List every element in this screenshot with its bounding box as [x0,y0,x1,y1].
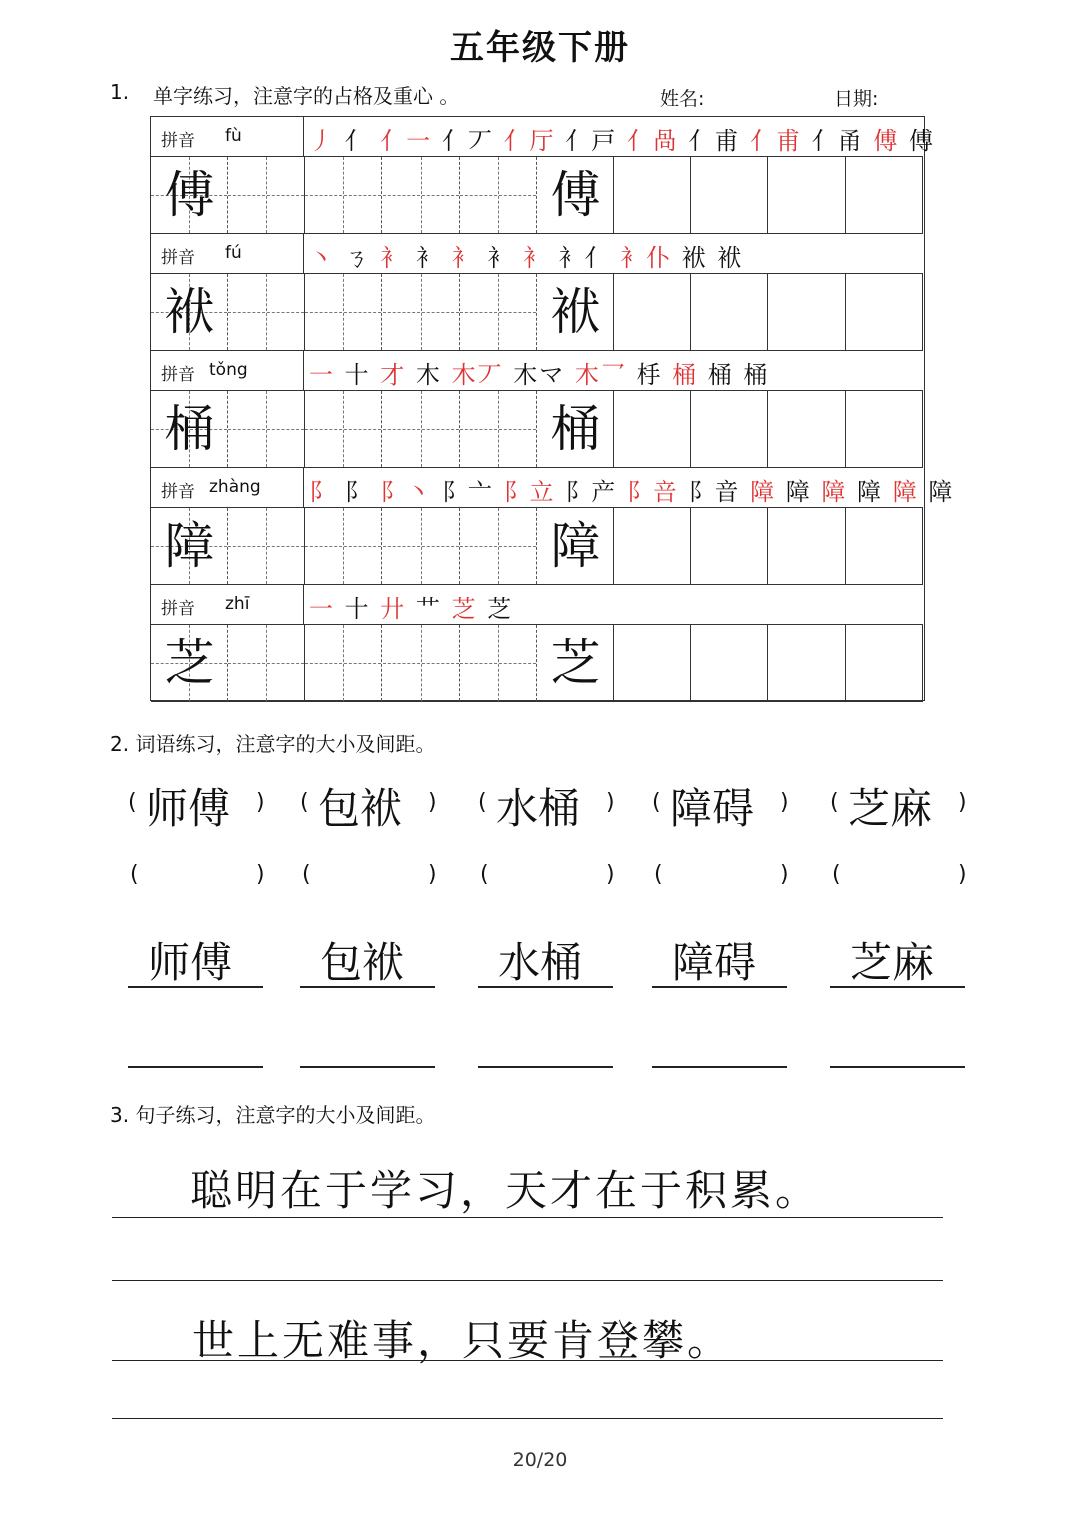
stroke-step: 木 [415,361,442,389]
stroke-step: 亻 [344,127,371,155]
stroke-step: 阝产 [565,478,618,506]
practice-cell [151,625,228,701]
paren-close: ) [256,790,265,815]
paren-close: ) [428,862,437,887]
blank-underline [300,1066,435,1068]
practice-cell [846,157,923,233]
practice-cell [383,157,460,233]
pinyin-row [151,351,923,391]
guide-line [498,157,499,233]
stroke-order [309,589,513,624]
practice-cell [769,157,846,233]
sentence-1: 聪明在于学习，天才在于积累。 [190,1166,821,1215]
practice-grid [150,116,955,701]
stroke-step: 桶 [707,361,734,389]
stroke-step: 十 [344,595,371,623]
model-character: 障 [164,517,215,575]
word-in-parens: 芝麻 [848,784,933,833]
word-on-line: 芝麻 [850,938,935,987]
word-in-parens: 障碍 [670,784,755,833]
char-practice-row [151,391,923,468]
word-on-line: 师傅 [148,938,233,987]
stroke-step: 阝咅 [626,478,679,506]
stroke-step: 芝 [487,595,514,623]
practice-cell [305,391,382,467]
stroke-step: 才 [380,361,407,389]
guide-line [266,391,267,467]
paren-open: ( [300,790,309,815]
stroke-step: 阝音 [688,478,741,506]
stroke-step: 木丆 [451,361,504,389]
stroke-step: 傅 [909,127,936,155]
practice-cell [846,274,923,350]
divider [303,351,304,391]
stroke-step: 芝 [451,595,478,623]
practice-cell [460,274,537,350]
guide-line [266,274,267,350]
stroke-step: 阝丶 [380,478,433,506]
practice-cell [305,157,382,233]
practice-cell [228,157,305,233]
pinyin-label: 拼音 [161,248,195,268]
practice-cell [846,508,923,584]
copy-character: 袱 [550,283,601,341]
stroke-step: 傅 [873,127,900,155]
date-label: 日期: [834,88,879,110]
section1-number: 1. [110,80,130,104]
stroke-step: 阝亠 [441,478,494,506]
practice-cell [383,625,460,701]
page-number: 20/20 [512,1449,568,1471]
paren-open: ( [652,790,661,815]
name-label: 姓名: [660,88,705,110]
model-character: 芝 [164,634,215,692]
stroke-step: 桶 [672,361,699,389]
stroke-step: 一 [309,361,335,389]
guide-line [266,508,267,584]
practice-cell [691,274,768,350]
guide-line [498,391,499,467]
copy-character: 芝 [550,634,601,692]
pinyin-value: fú [225,243,242,263]
stroke-step: 阝 [309,478,335,506]
blank-underline [478,1066,613,1068]
word-on-line: 水桶 [498,938,583,987]
practice-cell [537,508,614,584]
guide-line [421,274,422,350]
guide-line [498,274,499,350]
practice-cell [151,391,228,467]
section2-instruction: 2. 词语练习，注意字的大小及间距。 [110,732,436,756]
practice-cell [460,625,537,701]
blank-underline [128,1066,263,1068]
stroke-step: 袱 [717,244,744,272]
paren-open: ( [654,862,663,887]
section3-instruction: 3. 句子练习，注意字的大小及间距。 [110,1103,436,1127]
word-on-line: 障碍 [672,938,757,987]
practice-cell [769,391,846,467]
guide-line [421,391,422,467]
practice-cell [383,508,460,584]
practice-cell [614,157,691,233]
model-character: 傅 [164,166,215,224]
stroke-step: 亻戸 [565,127,618,155]
paren-close: ) [958,790,967,815]
practice-cell [151,157,228,233]
practice-cell [151,274,228,350]
stroke-step: 衤 [522,244,549,272]
word-underline [300,986,435,988]
word-in-parens: 师傅 [146,784,231,833]
char-practice-row [151,274,923,351]
stroke-step: 障 [750,478,777,506]
guide-line [421,157,422,233]
stroke-step: 障 [821,478,848,506]
pinyin-value: tǒng [209,360,248,380]
stroke-step: 障 [857,478,884,506]
stroke-step: 衤仆 [620,244,673,272]
paren-open: ( [480,862,489,887]
practice-cell [614,391,691,467]
paren-open: ( [128,790,137,815]
paren-close: ) [780,862,789,887]
practice-cell [151,508,228,584]
pinyin-label: 拼音 [161,599,195,619]
stroke-step: 衤 [451,244,478,272]
copy-character: 傅 [550,166,601,224]
stroke-order [309,121,935,156]
divider [303,117,304,157]
practice-cell [383,274,460,350]
practice-cell [769,625,846,701]
word-in-parens: 包袱 [318,784,403,833]
stroke-step: 廾 [380,595,407,623]
stroke-step: 衤亻 [558,244,611,272]
guide-line [343,625,344,701]
pinyin-label: 拼音 [161,365,195,385]
copy-character: 障 [550,517,601,575]
practice-cell [769,274,846,350]
practice-cell [691,508,768,584]
guide-line [266,157,267,233]
stroke-step: 衤 [415,244,442,272]
practice-cell [537,274,614,350]
practice-cell [537,391,614,467]
paren-close: ) [780,790,789,815]
paren-close: ) [606,862,615,887]
practice-cell [305,274,382,350]
practice-cell [460,508,537,584]
stroke-step: 亻甫 [688,127,741,155]
pinyin-label: 拼音 [161,482,195,502]
stroke-order [309,355,769,390]
practice-cell [537,625,614,701]
stroke-step: 艹 [415,595,442,623]
sentence-line [112,1280,943,1281]
practice-cell [846,391,923,467]
divider [303,585,304,625]
paren-open: ( [832,862,841,887]
paren-close: ) [256,862,265,887]
stroke-step: 亻甫 [750,127,803,155]
divider [303,234,304,274]
stroke-step: 衤 [380,244,407,272]
paren-open: ( [478,790,487,815]
stroke-step: 十 [344,361,371,389]
pinyin-value: fù [225,126,242,146]
char-practice-row [151,625,923,702]
practice-cell [614,274,691,350]
stroke-step: 桶 [743,361,770,389]
stroke-step: 亻厅 [503,127,556,155]
stroke-step: 丿 [309,127,335,155]
model-character: 桶 [164,400,215,458]
word-underline [830,986,965,988]
pinyin-value: zhàng [209,477,261,497]
practice-cell [691,391,768,467]
practice-cell [614,625,691,701]
stroke-step: 亻丆 [441,127,494,155]
pinyin-row [151,468,955,508]
blank-underline [830,1066,965,1068]
divider [303,468,304,508]
guide-line [498,625,499,701]
pinyin-label: 拼音 [161,131,195,151]
blank-underline [652,1066,787,1068]
stroke-step: ㄋ [344,244,371,272]
practice-cell [691,625,768,701]
paren-open: ( [130,862,139,887]
stroke-step: 袱 [681,244,708,272]
char-practice-row [151,157,923,234]
word-underline [478,986,613,988]
word-underline [128,986,263,988]
practice-cell [228,274,305,350]
practice-cell [691,157,768,233]
stroke-step: 一 [309,595,335,623]
guide-line [421,508,422,584]
paren-open: ( [830,790,839,815]
stroke-step: 阝立 [503,478,556,506]
practice-cell [769,508,846,584]
pinyin-row [151,585,923,625]
practice-cell [460,391,537,467]
stroke-order [309,472,954,507]
stroke-step: 亻一 [380,127,433,155]
stroke-step: 木乛 [574,361,627,389]
practice-cell [228,625,305,701]
stroke-step: 障 [785,478,812,506]
stroke-step: 杽 [636,361,663,389]
page-title: 五年级下册 [450,28,630,68]
practice-cell [228,508,305,584]
guide-line [421,625,422,701]
stroke-step: 亻咼 [626,127,679,155]
copy-character: 桶 [550,400,601,458]
sentence-line [112,1418,943,1419]
paren-close: ) [606,790,615,815]
guide-line [343,274,344,350]
practice-cell [228,391,305,467]
stroke-step: 木マ [513,361,566,389]
sentence-line [112,1360,943,1361]
paren-close: ) [958,862,967,887]
paren-open: ( [302,862,311,887]
stroke-order [309,238,743,273]
paren-close: ) [428,790,437,815]
guide-line [343,391,344,467]
practice-cell [846,625,923,701]
practice-cell [305,625,382,701]
guide-line [266,625,267,701]
pinyin-row [151,117,936,157]
model-character: 袱 [164,283,215,341]
pinyin-row [151,234,923,274]
practice-cell [460,157,537,233]
stroke-step: 亻甬 [811,127,864,155]
guide-line [498,508,499,584]
practice-cell [614,508,691,584]
char-practice-row [151,508,923,585]
pinyin-value: zhī [225,594,250,614]
word-in-parens: 水桶 [496,784,581,833]
stroke-step: 衤 [487,244,514,272]
practice-cell [305,508,382,584]
stroke-step: 障 [892,478,919,506]
word-underline [652,986,787,988]
guide-line [343,157,344,233]
stroke-step: 阝 [344,478,371,506]
guide-line [343,508,344,584]
stroke-step: 障 [928,478,955,506]
section1-instruction: 单字练习，注意字的占格及重心 。 [153,84,460,108]
stroke-step: 丶 [309,244,335,272]
sentence-2: 世上无难事，只要肯登攀。 [192,1316,733,1365]
practice-cell [537,157,614,233]
sentence-line [112,1217,943,1218]
word-on-line: 包袱 [320,938,405,987]
practice-cell [383,391,460,467]
